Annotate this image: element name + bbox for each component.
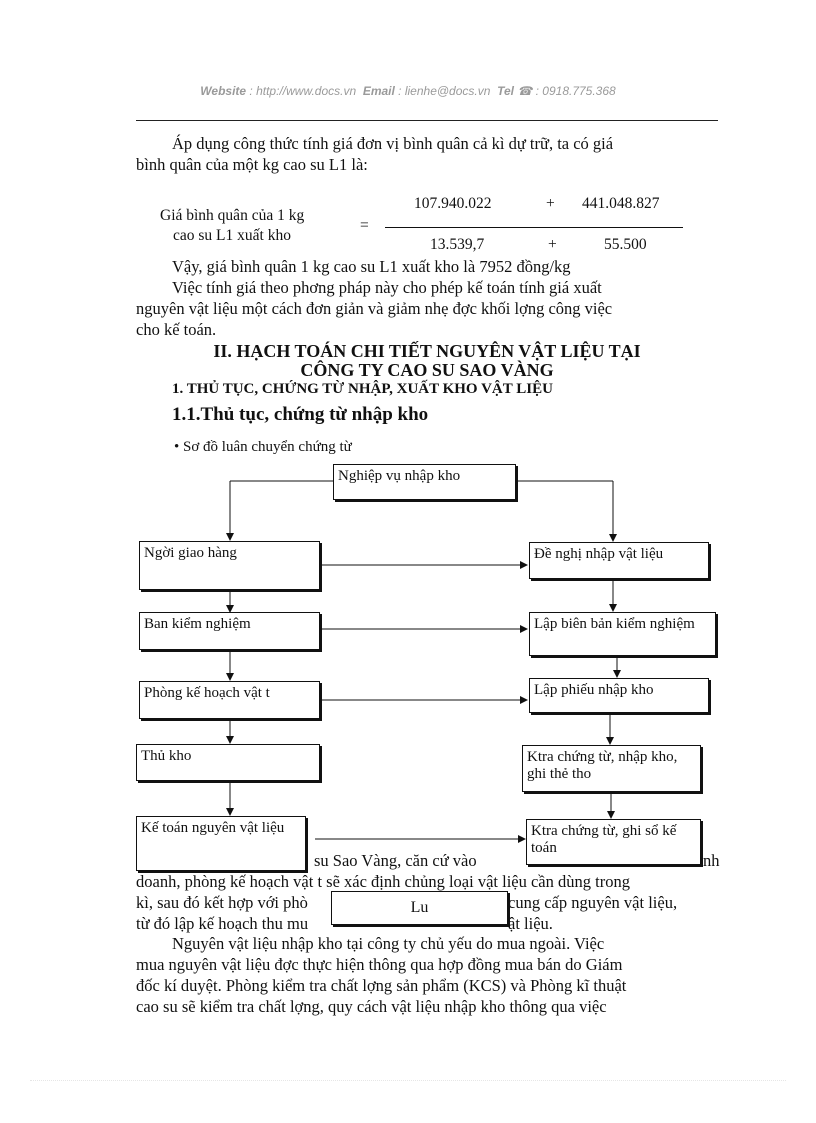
email-value: : lienhe@docs.vn — [398, 84, 491, 98]
box-thu-kho: Thủ kho — [136, 744, 320, 781]
tail-line-4-a: từ đó lập kế hoạch thu mu — [136, 914, 309, 933]
final-para-line-4: cao su sẽ kiểm tra chất lợng, quy cách vật liệu nhập kho thông qua việc — [136, 997, 607, 1016]
tel-value: : 0918.775.368 — [535, 84, 616, 98]
box-de-nghi-nhap: Đề nghị nhập vật liệu — [529, 542, 709, 579]
result-text: Vậy, giá bình quân 1 kg cao su L1 xuất kho là 7952 đồng/kg — [172, 257, 571, 276]
formula-numerator-a: 107.940.022 — [414, 195, 492, 212]
para2-line-2: nguyên vật liệu một cách đơn giản và giảm nhẹ đợc khối lợng công việc — [136, 299, 613, 318]
intro-line-2: bình quân của một kg cao su L1 là: — [136, 155, 368, 174]
final-para-line-1: Nguyên vật liệu nhập kho tại công ty chủ yếu do mua ngoài. Việc — [172, 934, 605, 953]
box-ban-kiem-nghiem: Ban kiểm nghiệm — [139, 612, 320, 650]
bullet-icon: • — [174, 439, 180, 455]
bullet-text: Sơ đồ luân chuyển chứng từ — [183, 439, 352, 455]
box-lap-bien-ban: Lập biên bản kiểm nghiệm — [529, 612, 716, 656]
subsection-title: 1. THỦ TỤC, CHỨNG TỪ NHẬP, XUẤT KHO VẬT LIỆU — [172, 381, 553, 397]
box-nguoi-giao-hang: Ngời giao hàng — [139, 541, 320, 590]
box-luu: Lu — [331, 891, 508, 925]
website-label: Website — [200, 84, 247, 98]
tail-line-3-a: kì, sau đó kết hợp với phò — [136, 893, 308, 912]
box-phong-ke-hoach: Phòng kế hoạch vật t — [139, 681, 320, 719]
box-nghiep-vu-nhap-kho: Nghiệp vụ nhập kho — [333, 464, 516, 500]
section-title-1: II. HẠCH TOÁN CHI TIẾT NGUYÊN VẬT LIỆU TẠI — [213, 341, 641, 361]
phone-icon: ☎ — [517, 84, 533, 98]
formula-numerator-op: + — [546, 195, 555, 212]
intro-line-1: Áp dụng công thức tính giá đơn vị bình quân cả kì dự trữ, ta có giá — [172, 134, 614, 153]
final-para-line-2: mua nguyên vật liệu đợc thực hiện thông qua hợp đồng mua bán do Giám — [136, 955, 623, 974]
box-ktra-ghi-so: Ktra chứng từ, ghi sổ kế toán — [526, 819, 701, 865]
final-para-line-3: đốc kí duyệt. Phòng kiểm tra chất lợng sản phẩm (KCS) và Phòng kĩ thuật — [136, 976, 627, 995]
tail-line-1-mid: su Sao Vàng, căn cứ vào — [314, 851, 477, 870]
website-value: : http://www.docs.vn — [249, 84, 357, 98]
tail-line-4-b: ật liệu. — [508, 914, 553, 933]
formula-label-2: cao su L1 xuất kho — [173, 227, 291, 244]
para2-line-1: Việc tính giá theo phơng pháp này cho phép kế toán tính giá xuất — [172, 278, 602, 297]
formula-label-1: Giá bình quân của 1 kg — [160, 207, 305, 224]
footer-divider — [30, 1080, 786, 1081]
box-ktra-nhap-kho: Ktra chứng từ, nhập kho, ghi thẻ tho — [522, 745, 701, 792]
box-ke-toan-nvl: Kế toán nguyên vật liệu — [136, 816, 306, 871]
email-label: Email — [362, 84, 395, 98]
formula-denominator-op: + — [548, 236, 557, 253]
section-title-2: CÔNG TY CAO SU SAO VÀNG — [300, 360, 554, 380]
para2-line-3: cho kế toán. — [136, 320, 217, 339]
formula-numerator-b: 441.048.827 — [582, 195, 660, 212]
formula-denominator-a: 13.539,7 — [430, 236, 485, 253]
formula-denominator-b: 55.500 — [604, 236, 647, 253]
subsubsection-title: 1.1.Thủ tục, chứng từ nhập kho — [172, 404, 429, 425]
box-lap-phieu-nhap: Lập phiếu nhập kho — [529, 678, 709, 713]
tail-line-1-end: nh — [703, 851, 720, 870]
formula-equals: = — [360, 217, 369, 234]
tel-label: Tel — [497, 84, 514, 98]
tail-line-2: doanh, phòng kế hoạch vật t sẽ xác định chủng loại vật liệu cần dùng trong — [136, 872, 630, 891]
tail-line-3-b: cung cấp nguyên vật liệu, — [508, 893, 678, 912]
